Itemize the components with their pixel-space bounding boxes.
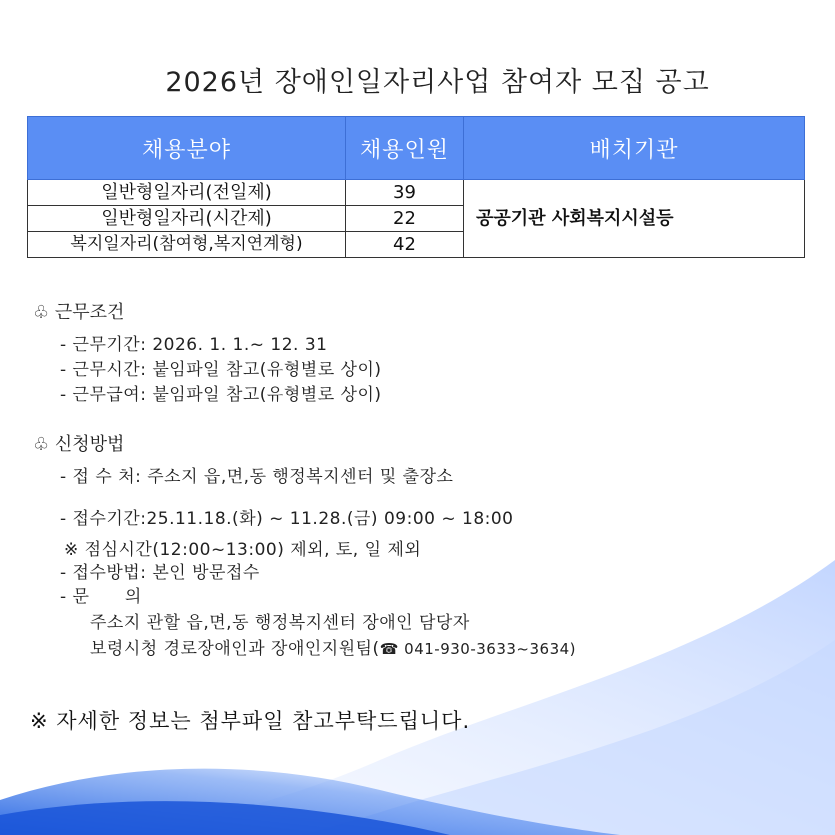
inquiry-city-text: 보령시청 경로장애인과 장애인지원팀( bbox=[90, 639, 380, 659]
organization-cell: 공공기관 사회복지시설등 bbox=[464, 180, 805, 258]
club-icon: ♧ bbox=[33, 434, 50, 455]
application-heading bbox=[33, 430, 124, 456]
recruitment-table bbox=[27, 116, 805, 258]
work-period: - 근무기간: 2026. 1. 1.~ 12. 31 bbox=[60, 335, 328, 355]
section-title: 신청방법 bbox=[54, 434, 125, 455]
header-field: 채용분야 bbox=[28, 117, 346, 180]
row-field: 일반형일자리(전일제) bbox=[28, 180, 346, 206]
header-organization: 배치기관 bbox=[464, 117, 805, 180]
inquiry-city bbox=[90, 634, 576, 659]
row-count: 39 bbox=[346, 180, 464, 206]
page-title: 2026년 장애인일자리사업 참여자 모집 공고 bbox=[165, 67, 710, 98]
application-method: - 접수방법: 본인 방문접수 bbox=[60, 563, 260, 583]
section-title: 근무조건 bbox=[54, 302, 125, 323]
row-count: 22 bbox=[346, 206, 464, 232]
inquiry-label: - 문 의 bbox=[60, 587, 142, 607]
inquiry-local: 주소지 관할 읍,면,동 행정복지센터 장애인 담당자 bbox=[90, 613, 470, 633]
work-hours: - 근무시간: 붙임파일 참고(유형별로 상이) bbox=[60, 360, 382, 380]
phone-number: 041-930-3633~3634) bbox=[404, 640, 577, 658]
row-field: 복지일자리(참여형,복지연계형) bbox=[28, 232, 346, 258]
application-period: - 접수기간:25.11.18.(화) ~ 11.28.(금) 09:00 ~ 18:00 bbox=[60, 509, 514, 529]
table-header-row bbox=[28, 117, 805, 180]
row-count: 42 bbox=[346, 232, 464, 258]
table-row bbox=[28, 180, 805, 206]
row-field: 일반형일자리(시간제) bbox=[28, 206, 346, 232]
work-conditions-heading bbox=[33, 298, 124, 324]
telephone-icon: ☎ bbox=[379, 640, 405, 658]
lunch-note: ※ 점심시간(12:00~13:00) 제외, 토, 일 제외 bbox=[64, 540, 422, 560]
work-pay: - 근무급여: 붙임파일 참고(유형별로 상이) bbox=[60, 385, 382, 405]
club-icon: ♧ bbox=[33, 302, 50, 323]
application-place: - 접 수 처: 주소지 읍,면,동 행정복지센터 및 출장소 bbox=[60, 467, 454, 487]
footer-notice: ※ 자세한 정보는 첨부파일 참고부탁드립니다. bbox=[30, 709, 471, 733]
header-count: 채용인원 bbox=[346, 117, 464, 180]
